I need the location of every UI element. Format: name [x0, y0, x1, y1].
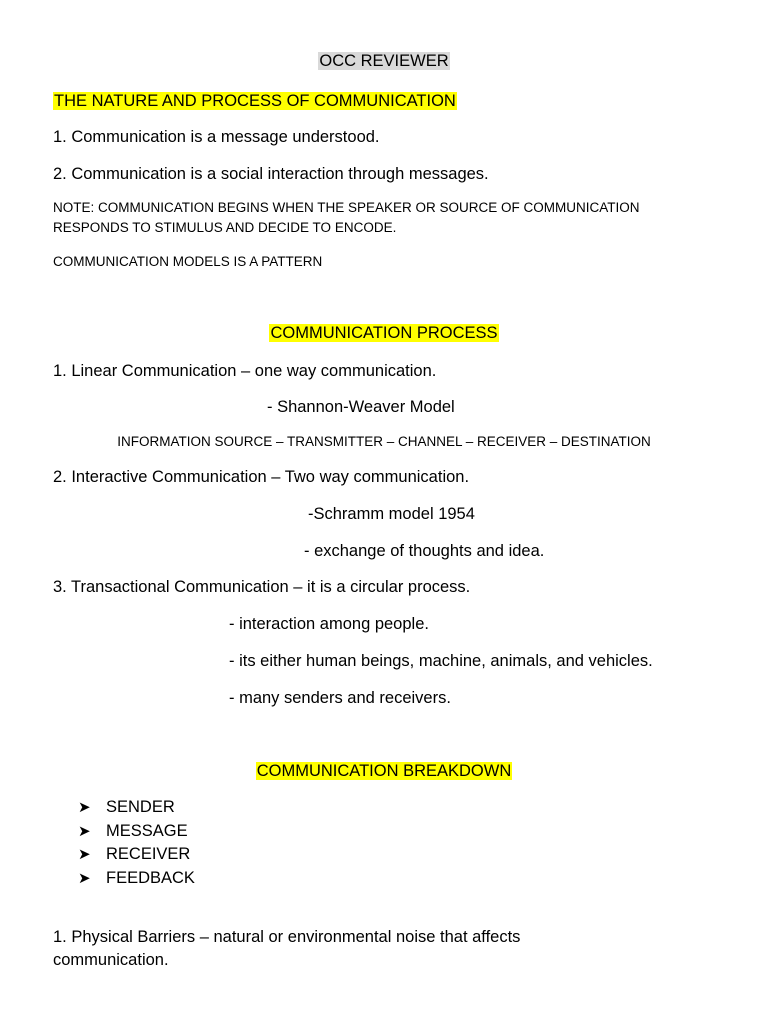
models-note: COMMUNICATION MODELS IS A PATTERN	[53, 254, 323, 269]
list-item	[78, 843, 195, 867]
note-line-2: RESPONDS TO STIMULUS AND DECIDE TO ENCODE.	[53, 220, 397, 235]
physical-barriers-line-2: communication.	[53, 951, 169, 969]
breakdown-list	[78, 796, 195, 890]
page-title-text: OCC REVIEWER	[319, 52, 449, 70]
section-heading-breakdown	[0, 761, 768, 781]
nature-item-2: 2. Communication is a social interaction through messages.	[53, 165, 489, 183]
transactional-detail-1: - interaction among people.	[229, 615, 429, 633]
nature-item-1: 1. Communication is a message understood.	[53, 128, 380, 146]
arrow-bullet-icon: ➤	[78, 869, 91, 887]
section-heading-breakdown-text: COMMUNICATION BREAKDOWN	[256, 762, 512, 780]
transactional-detail-3: - many senders and receivers.	[229, 689, 451, 707]
interactive-model: -Schramm model 1954	[308, 505, 475, 523]
interactive-detail: - exchange of thoughts and idea.	[304, 542, 545, 560]
arrow-bullet-icon: ➤	[78, 846, 91, 863]
transactional-detail-2: - its either human beings, machine, animals, and vehicles.	[229, 652, 653, 670]
section-heading-nature	[53, 91, 457, 111]
section-heading-process	[0, 323, 768, 343]
transactional-communication: 3. Transactional Communication – it is a circular process.	[53, 578, 471, 596]
page-title	[0, 51, 768, 71]
interactive-communication: 2. Interactive Communication – Two way communication.	[53, 468, 470, 486]
arrow-bullet-icon: ➤	[78, 822, 91, 840]
list-item-label: RECEIVER	[106, 845, 191, 863]
section-heading-nature-text: THE NATURE AND PROCESS OF COMMUNICATION	[54, 92, 456, 110]
linear-flow: INFORMATION SOURCE – TRANSMITTER – CHANNEL – RECEIVER – DESTINATION	[117, 434, 651, 449]
list-item	[78, 867, 195, 891]
section-heading-process-text: COMMUNICATION PROCESS	[270, 324, 498, 342]
list-item	[78, 796, 195, 820]
list-item-label: SENDER	[106, 798, 175, 816]
list-item	[78, 820, 195, 844]
list-item-label: FEEDBACK	[106, 868, 195, 887]
linear-communication: 1. Linear Communication – one way communication.	[53, 362, 437, 380]
note-line-1: NOTE: COMMUNICATION BEGINS WHEN THE SPEAKER OR SOURCE OF COMMUNICATION	[53, 200, 640, 215]
arrow-bullet-icon: ➤	[78, 799, 91, 816]
physical-barriers-line-1: 1. Physical Barriers – natural or environmental noise that affects	[53, 928, 521, 946]
list-item-label: MESSAGE	[106, 821, 188, 840]
linear-model: - Shannon-Weaver Model	[267, 398, 455, 416]
